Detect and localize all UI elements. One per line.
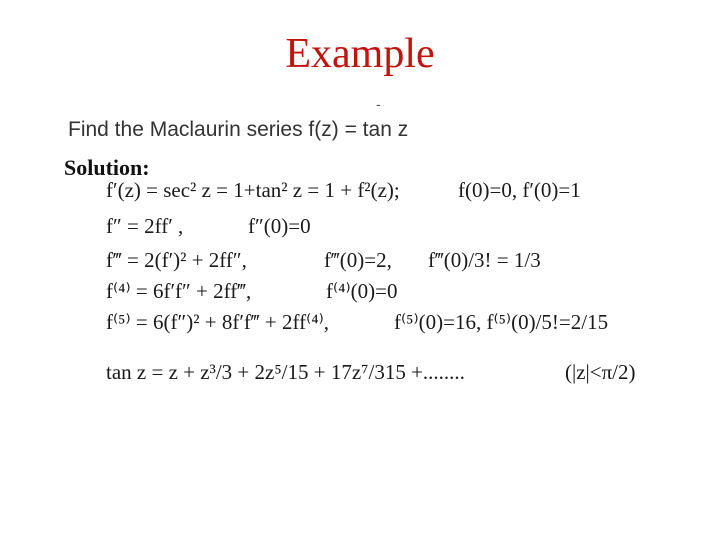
convergence-radius: (|z|<π/2) bbox=[565, 360, 636, 384]
stray-mark: - bbox=[376, 96, 381, 112]
line-4-values: f⁽⁴⁾(0)=0 bbox=[326, 279, 398, 303]
line-3-values: f‴(0)=2, bbox=[324, 248, 392, 272]
line-3-equation: f‴ = 2(f′)² + 2ff″, bbox=[106, 248, 247, 272]
line-1-equation: f′(z) = sec² z = 1+tan² z = 1 + f²(z); bbox=[106, 178, 400, 202]
slide-title: Example bbox=[285, 31, 435, 77]
question-text: Find the Maclaurin series f(z) = tan z bbox=[68, 118, 409, 141]
line-5-values: f⁽⁵⁾(0)=16, f⁽⁵⁾(0)/5!=2/15 bbox=[394, 310, 609, 334]
solution-label: Solution: bbox=[64, 155, 150, 180]
line-4-equation: f⁽⁴⁾ = 6f′f″ + 2ff‴, bbox=[106, 279, 252, 303]
line-5-equation: f⁽⁵⁾ = 6(f″)² + 8f′f‴ + 2ff⁽⁴⁾, bbox=[106, 310, 330, 334]
line-3-coefficient: f‴(0)/3! = 1/3 bbox=[428, 248, 541, 272]
line-2-values: f″(0)=0 bbox=[248, 214, 311, 238]
line-1-values: f(0)=0, f′(0)=1 bbox=[458, 178, 581, 202]
maclaurin-series: tan z = z + z³/3 + 2z⁵/15 + 17z⁷/315 +........ bbox=[106, 360, 465, 384]
line-2-equation: f″ = 2ff′ , bbox=[106, 214, 184, 238]
